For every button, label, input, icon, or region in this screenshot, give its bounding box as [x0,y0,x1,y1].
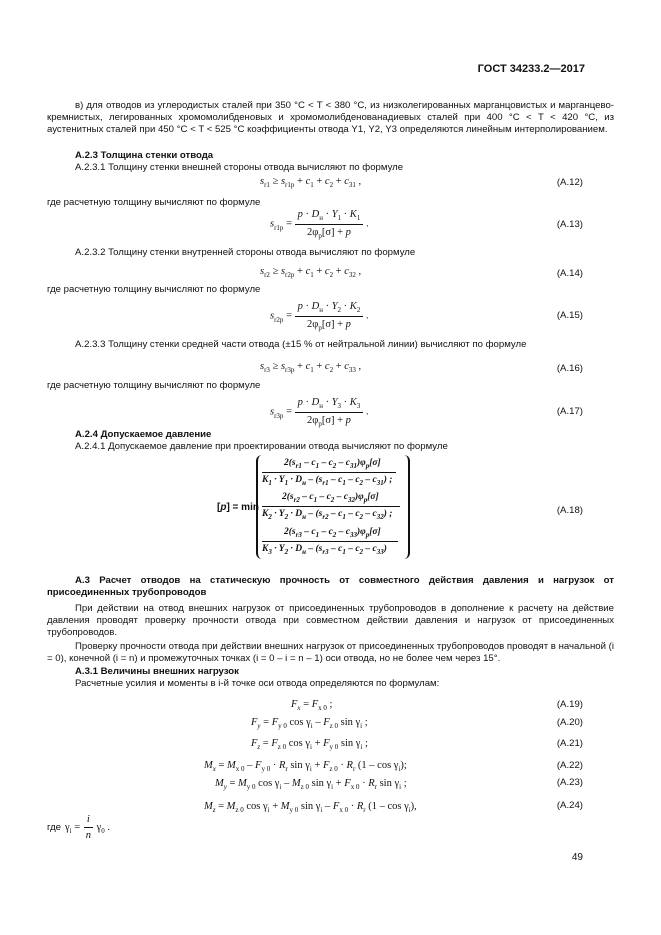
formula-a18-den2: $K_2 \cdot Y_2 \cdot D_н - (s_{r2} - c_1 - c_2 - c_{32})$ ; [262,509,393,521]
formula-a12: $s_{r1} \ge s_{r1p} + c_1 + c_2 + c_{31}$ , [260,176,362,190]
paragraph-where3: где расчетную толщину вычисляют по формуле [47,380,261,391]
formula-a17: $s_{r3p}$ = $p \cdot D_н \cdot Y_3 \cdot K_3$ $2\varphi_р[\sigma] + p$ . [270,397,369,428]
paragraph-a232: А.2.3.2 Толщину стенки внутренней стороны отвода вычисляют по формуле [75,247,416,258]
eq-number-a14: (А.14) [556,268,583,279]
formula-a19: $F_x = F_{x 0}$ ; [291,699,333,713]
heading-a24: А.2.4 Допускаемое давление [75,429,212,440]
formula-a16: $s_{r3} \ge s_{r3p} + c_1 + c_2 + c_{33}$ , [260,361,362,375]
formula-a18-label: [p] = min [217,502,259,513]
formula-a18-num1: $2(s_{r1} - c_1 - c_2 - c_{31})\varphi_р[\sigma]$ [284,458,381,470]
eq-number-a21: (А.21) [556,738,583,749]
heading-a23: А.2.3 Толщина стенки отвода [75,150,214,161]
formula-a22: $M_x = M_{x 0} - F_{y 0} \cdot R_r$ $\sin \gamma_i + F_{z 0} \cdot R_r$ $(1 - \cos \gamma_i)$; [204,760,407,774]
paragraph-where1: где расчетную толщину вычисляют по формуле [47,197,261,208]
heading-a31: А.3.1 Величины внешних нагрузок [75,666,239,677]
paragraph-v: в) для отводов из углеродистых сталей при 350 °С < T < 380 °С, из низколегированных марганцовистых и марганцево-кремнистых, легированных хромомолибденовых и хромомолибденованадиевых сталей при 400 °С < T < 420 °С, из аустенитных сталей при 450 °С < T < 525 °С коэффициенты отвода Y1, Y2, Y3 определяются линейным интерполированием. [47,100,614,135]
paragraph-where2: где расчетную толщину вычисляют по формуле [47,284,261,295]
eq-number-a15: (А.15) [556,310,583,321]
paragraph-a233: А.2.3.3 Толщину стенки средней части отвода (±15 % от нейтральной линии) вычисляют по формуле [75,339,527,350]
standard-header: ГОСТ 34233.2—2017 [477,63,585,75]
eq-number-a17: (А.17) [556,406,583,417]
formula-a18-den1: $K_1 \cdot Y_1 \cdot D_н - (s_{r1} - c_1 - c_2 - c_{31})$ ; [262,475,393,487]
formula-a20: $F_y = F_{y 0}$ $\cos \gamma_i - F_{z 0}$ $\sin \gamma_i$ ; [251,717,368,731]
formula-gamma: $\gamma_i$ = $\frac{i}{n}$ $\gamma_0$ . [65,814,111,842]
eq-number-a18: (А.18) [556,505,583,516]
formula-a18-num2: $2(s_{r2} - c_1 - c_2 - c_{32})\varphi_р[\sigma]$ [282,492,379,504]
paragraph-a241: А.2.4.1 Допускаемое давление при проектировании отвода вычисляют по формуле [75,441,448,452]
eq-number-a13: (А.13) [556,219,583,230]
paragraph-a31: Расчетные усилия и моменты в i-й точке оси отвода определяются по формулам: [75,678,440,689]
formula-a18-bar2 [262,506,400,507]
formula-a23: $M_y = M_{y 0}$ $\cos \gamma_i - M_{z 0}$ $\sin \gamma_i + F_{x 0} \cdot R_r$ $\sin \gamma_i$ ; [215,778,407,792]
formula-a18-bar3 [262,541,398,542]
formula-a18-num3: $2(s_{r3} - c_1 - c_2 - c_{33})\varphi_р[\sigma]$ [284,527,381,539]
eq-number-a23: (А.23) [556,777,583,788]
eq-number-a22: (А.22) [556,760,583,771]
eq-number-a20: (А.20) [556,717,583,728]
formula-a24: $M_z = M_{z 0}$ $\cos \gamma_i + M_{y 0}$ $\sin \gamma_i - F_{x 0} \cdot R_r$ $(1 - \cos \gamma_i)$, [204,801,417,815]
page-number: 49 [571,852,583,863]
eq-number-a19: (А.19) [556,699,583,710]
paragraph-where-gamma: где [47,822,62,833]
formula-a15: $s_{r2p}$ = $p \cdot D_н \cdot Y_2 \cdot K_2$ $2\varphi_р[\sigma] + p$ . [270,301,369,332]
eq-number-a12: (А.12) [556,177,583,188]
formula-a18-end: . [408,504,411,514]
formula-a18-den3: $K_3 \cdot Y_2 \cdot D_н - (s_{r3} - c_1 - c_2 - c_{33})$ [262,544,387,556]
formula-a21: $F_z = F_{z 0}$ $\cos \gamma_i + F_{y 0}$ $\sin \gamma_i$ ; [251,738,368,752]
formula-a18-bar1 [262,472,396,473]
paragraph-a3-2: Проверку прочности отвода при действии внешних нагрузок от присоединенных трубопроводов проводят в начальной (i = 0), конечной (i = n) и промежуточных точках (i = 0 – i = n – 1) оси отвода, но не более чем через 15°. [47,641,614,664]
eq-number-a16: (А.16) [556,363,583,374]
formula-a13: $s_{r1p}$ = $p \cdot D_н \cdot Y_1 \cdot K_1$ $2\varphi_р[\sigma] + p$ . [270,209,369,240]
eq-number-a24: (А.24) [556,800,583,811]
formula-a14: $s_{r2} \ge s_{r2p} + c_1 + c_2 + c_{32}$ , [260,266,362,280]
paragraph-a3-1: При действии на отвод внешних нагрузок от присоединенных трубопроводов в дополнение к расчету на действие давления проводят проверку прочности отвода при совместном действии давления и нагрузок от присоединенных трубопроводов. [47,603,614,638]
heading-a3: А.3 Расчет отводов на статическую прочность от совместного действия давления и нагрузок от присоединенных трубопроводов [47,575,614,598]
paragraph-a231: А.2.3.1 Толщину стенки внешней стороны отвода вычисляют по формуле [75,162,404,173]
